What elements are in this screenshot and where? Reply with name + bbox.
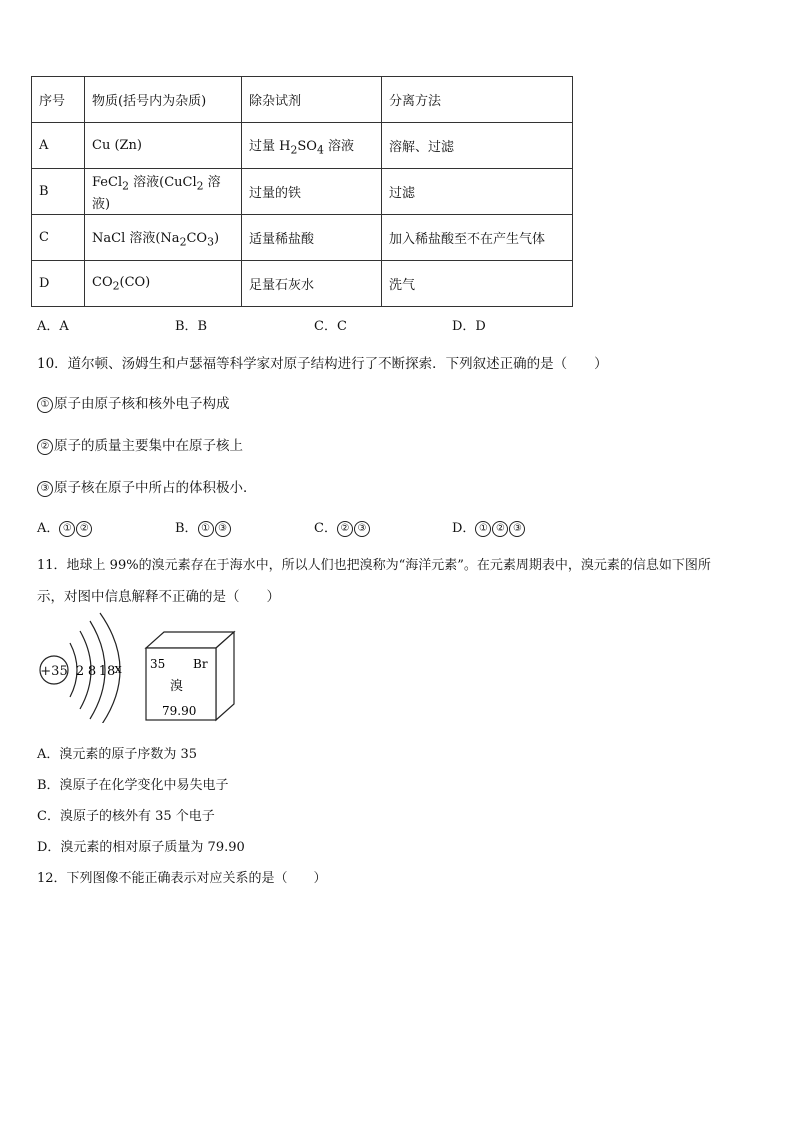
q10-option-b[interactable]: B． ① ③: [175, 517, 232, 537]
circled-number: ①: [37, 397, 53, 413]
q10-statement-1: ① 原子由原子核和核外电子构成: [37, 392, 230, 413]
table-row: [32, 169, 573, 215]
atomic-number: 35: [150, 657, 166, 671]
q10-option-a[interactable]: A． ① ②: [37, 517, 93, 537]
header-cell: 物质(括号内为杂质): [85, 77, 242, 123]
row-reagent: 过量的铁: [242, 169, 382, 215]
circled-number: ②: [37, 439, 53, 455]
row-id: B: [32, 169, 85, 215]
shell-electrons: 18: [98, 664, 116, 679]
circled-number: ③: [37, 481, 53, 497]
header-cell: 分离方法: [382, 77, 573, 123]
q11-stem-line1: 11．地球上 99%的溴元素存在于海水中，所以人们也把溴称为“海洋元素”。在元素周期表中，溴元素的信息如下图所: [37, 558, 711, 573]
q9-option-c[interactable]: C．C: [314, 319, 347, 334]
q10-statement-3: ③ 原子核在原子中所占的体积极小．: [37, 476, 257, 497]
table-row: [32, 215, 573, 261]
element-symbol: Br: [193, 657, 208, 671]
row-substance: $CO_2(CO)$: [85, 261, 242, 307]
q10-stem: 10．道尔顿、汤姆生和卢瑟福等科学家对原子结构进行了不断探索．下列叙述正确的是（ ）: [37, 356, 608, 372]
shell-electrons: x: [114, 662, 122, 677]
q10-statement-2: ② 原子的质量主要集中在原子核上: [37, 434, 243, 455]
row-id: A: [32, 123, 85, 169]
shell-electrons: 2: [75, 664, 85, 679]
header-cell: 序号: [32, 77, 85, 123]
row-substance: Cu (Zn): [85, 123, 242, 169]
shell-electrons: 8: [87, 664, 97, 679]
table-row: [32, 261, 573, 307]
q9-option-a[interactable]: A．A: [37, 319, 69, 334]
row-reagent: 足量石灰水: [242, 261, 382, 307]
row-method: 过滤: [382, 169, 573, 215]
q9-option-d[interactable]: D．D: [452, 319, 486, 334]
element-name: 溴: [170, 679, 184, 694]
row-reagent: 适量稀盐酸: [242, 215, 382, 261]
atom-structure-diagram: [40, 613, 122, 723]
q10-option-c[interactable]: C． ② ③: [314, 517, 371, 537]
q10-option-d[interactable]: D． ① ② ③: [452, 517, 526, 537]
header-cell: 除杂试剂: [242, 77, 382, 123]
bromine-diagram: [36, 605, 246, 723]
q11-option-d[interactable]: D．溴元素的相对原子质量为 79.90: [37, 840, 245, 855]
row-method: 洗气: [382, 261, 573, 307]
q9-option-b[interactable]: B．B: [175, 319, 208, 334]
q12-stem: 12．下列图像不能正确表示对应关系的是（ ）: [37, 871, 327, 886]
row-reagent: 过量 $H_2SO_4$ 溶液: [242, 123, 382, 169]
row-id: D: [32, 261, 85, 307]
q11-option-a[interactable]: A．溴元素的原子序数为 35: [37, 747, 198, 762]
periodic-table-cell: [146, 632, 234, 720]
row-method: 加入稀盐酸至不在产生气体: [382, 215, 573, 261]
q11-stem-line2: 示，对图中信息解释不正确的是（ ）: [37, 589, 280, 605]
table-header-row: [32, 77, 573, 123]
atomic-mass: 79.90: [162, 704, 197, 718]
row-id: C: [32, 215, 85, 261]
row-method: 溶解、过滤: [382, 123, 573, 169]
row-substance: FeCl$_2$ 溶液(CuCl$_2$ 溶液): [85, 169, 242, 215]
row-substance: NaCl 溶液$(Na_2CO_3)$: [85, 215, 242, 261]
q11-option-c[interactable]: C．溴原子的核外有 35 个电子: [37, 809, 215, 824]
nucleus-charge: +35: [40, 664, 68, 679]
q11-option-b[interactable]: B．溴原子在化学变化中易失电子: [37, 778, 229, 793]
table-row: [32, 123, 573, 169]
purification-table: [31, 76, 573, 307]
